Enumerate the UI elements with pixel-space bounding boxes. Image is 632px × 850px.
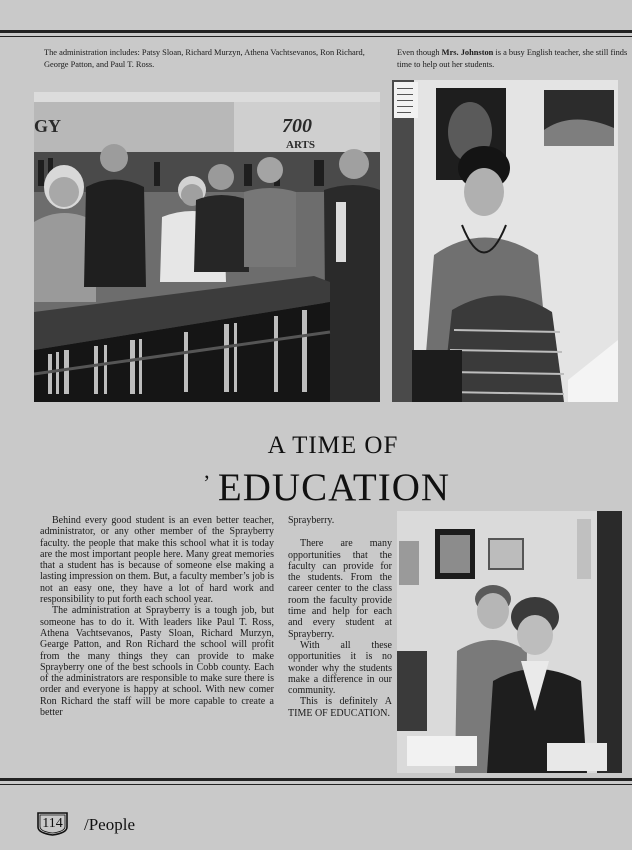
administration-photo: [34, 92, 380, 402]
article-paragraph-4: With all these opportunities it is no wonder why the students make a difference in our community.: [288, 639, 392, 697]
article-paragraph-2-continued: Sprayberry.: [288, 515, 335, 526]
faculty-photo: [397, 511, 622, 773]
headline-line1: A TIME OF: [267, 432, 399, 459]
article-paragraph-1: Behind every good student is an even better teacher, administrator, or any other member of the Sprayberry faculty. the people that make this school what it is today are the most important people here. Many great memories that a student has is because of someone else making a lasting impression on them. But, a faculty member’s job is not an easy one, they have a lot of hard work and responsibility to put forth each school year.: [40, 515, 274, 606]
johnston-caption-name: Mrs. Johnston: [441, 48, 494, 57]
admin-sign-left: GY: [34, 116, 61, 136]
admin-sign-700: 700: [282, 115, 312, 137]
top-rule-thin: [0, 36, 632, 37]
article-paragraph-3: There are many opportunities that the faculty can provide for the students. From the career center to the class room the faculty provide time and help for each and every student at Sprayberry.: [288, 538, 392, 640]
bottom-rule: [0, 778, 632, 781]
top-rule: [0, 30, 632, 33]
johnston-photo: [392, 80, 618, 402]
article-paragraph-5: This is definitely A TIME OF EDUCATION.: [288, 696, 392, 719]
page-number-badge: [36, 811, 69, 836]
bottom-rule-thin: [0, 784, 632, 785]
article-paragraph-2: The administration at Sprayberry is a tough job, but someone has to do it. With leaders like Paul T. Ross, Athena Vachtsevanos, Pasty Sloan, Richard Murzyn, Gearge Patton, and Ron Richard the school will profit from the many things they can provide to make Sprayberry one of the best schools in Cobb county. Each of the administrators are responsible to make sure there is order and everyone is happy at school. With new comer Ron Richard the staff will be more capable to create a better: [40, 605, 274, 719]
article-column-middle: [288, 515, 392, 719]
johnston-caption-prefix: Even though: [397, 48, 442, 57]
admin-caption: The administration includes: Patsy Sloan, Richard Murzyn, Athena Vachtsevanos, Ron Richard, George Patton, and Paul T. Ross.: [44, 48, 365, 69]
headline-mark: ’: [203, 470, 211, 495]
article-column-left: [40, 515, 274, 718]
section-label: /People: [84, 815, 135, 834]
admin-sign-arts: ARTS: [286, 139, 315, 151]
johnston-caption-suffix: is a busy English teacher, she still finds time to help out her students.: [397, 48, 628, 69]
page-number: 114: [42, 816, 63, 831]
headline-line2: EDUCATION: [217, 466, 451, 509]
johnston-caption: [397, 47, 629, 71]
